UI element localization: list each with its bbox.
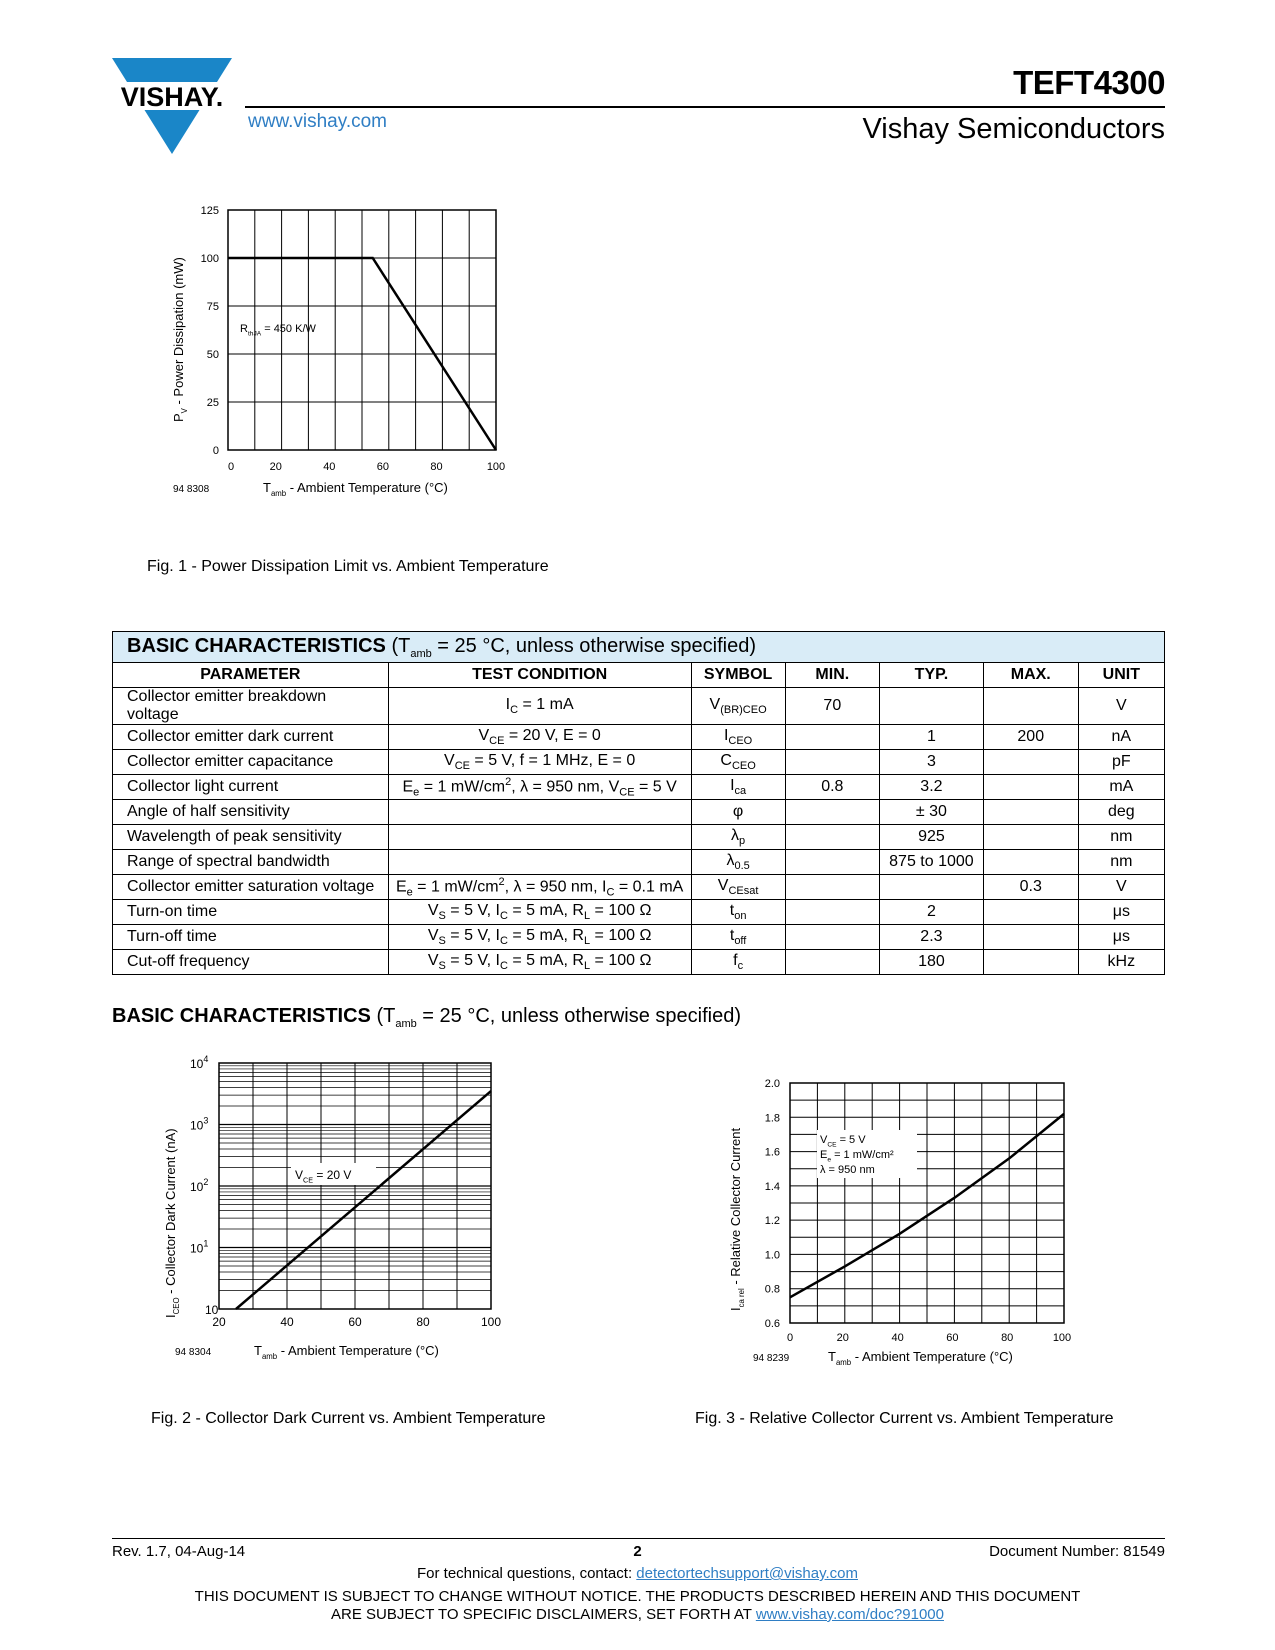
cell-unit: μs bbox=[1078, 900, 1164, 925]
x-axis-label: $T_{amb}$ - Ambient Temperature (°C) bbox=[254, 1343, 439, 1361]
cell-cond: $V_S = 5$ V, $I_C = 5$ mA, $R_L = 100$ Ω bbox=[388, 950, 691, 975]
cell-param: Collector emitter dark current bbox=[113, 725, 389, 750]
cell-max bbox=[983, 950, 1078, 975]
cell-typ: 1 bbox=[880, 725, 984, 750]
cell-unit: V bbox=[1078, 875, 1164, 900]
cell-cond: $E_e = 1$ $mW/cm^2$, λ = 950 nm, $V_{CE} = 5$ V bbox=[388, 775, 691, 800]
cell-cond: $V_{CE} = 5$ V, f = 1 MHz, E = 0 bbox=[388, 750, 691, 775]
cell-sym: $t_{off}$ bbox=[691, 925, 785, 950]
cell-typ: 875 to 1000 bbox=[880, 850, 984, 875]
cell-unit: nm bbox=[1078, 825, 1164, 850]
vce-annotation: $V_{CE} = 5$ V bbox=[820, 1134, 866, 1149]
cell-param: Collector light current bbox=[113, 775, 389, 800]
cell-sym: $V_{CEsat}$ bbox=[691, 875, 785, 900]
section2-title-pre: (T bbox=[370, 1005, 396, 1027]
cell-sym: $I_{CEO}$ bbox=[691, 725, 785, 750]
cell-param: Cut-off frequency bbox=[113, 950, 389, 975]
cell-max bbox=[983, 750, 1078, 775]
cell-cond: $V_{CE} = 20$ V, E = 0 bbox=[388, 725, 691, 750]
y-axis-label: $I_{ca rel}$ - Relative Collector Current bbox=[728, 1127, 746, 1311]
y-axis-label: $I_{CEO}$ - Collector Dark Current (nA) bbox=[163, 1128, 181, 1318]
table-title-post: = 25 °C, unless otherwise specified) bbox=[431, 634, 757, 657]
cell-typ: 180 bbox=[880, 950, 984, 975]
column-header: PARAMETER bbox=[113, 663, 389, 688]
column-header: TEST CONDITION bbox=[388, 663, 691, 688]
table-row bbox=[113, 825, 1165, 850]
cell-typ: 2.3 bbox=[880, 925, 984, 950]
cell-min bbox=[785, 825, 879, 850]
cell-cond bbox=[388, 800, 691, 825]
cell-unit: pF bbox=[1078, 750, 1164, 775]
cell-min bbox=[785, 725, 879, 750]
table-title bbox=[113, 632, 1165, 663]
cell-cond bbox=[388, 825, 691, 850]
y-tick-label: 50 bbox=[206, 349, 219, 361]
cell-param: Turn-off time bbox=[113, 925, 389, 950]
cell-typ: ± 30 bbox=[880, 800, 984, 825]
table-row bbox=[113, 688, 1165, 725]
cell-min bbox=[785, 850, 879, 875]
table-title-sub: amb bbox=[410, 647, 432, 660]
fig2-chart bbox=[155, 1054, 540, 1405]
cell-min bbox=[785, 750, 879, 775]
column-header: MIN. bbox=[785, 663, 879, 688]
cell-unit: nA bbox=[1078, 725, 1164, 750]
cell-unit: μs bbox=[1078, 925, 1164, 950]
footer-document-number: Document Number: 81549 bbox=[989, 1543, 1165, 1560]
cell-sym: $C_{CEO}$ bbox=[691, 750, 785, 775]
y-tick-label: 2.0 bbox=[764, 1078, 780, 1090]
cell-param: Collector emitter saturation voltage bbox=[113, 875, 389, 900]
cell-param: Range of spectral bandwidth bbox=[113, 850, 389, 875]
x-tick-label: 0 bbox=[228, 461, 235, 473]
y-tick-label: 0 bbox=[212, 445, 219, 457]
fig3-caption: Fig. 3 - Relative Collector Current vs. Ambient Temperature bbox=[695, 1410, 1114, 1427]
x-tick-label: 40 bbox=[280, 1315, 294, 1329]
y-tick-label: $10^1$ bbox=[190, 1238, 209, 1256]
table-row bbox=[113, 800, 1165, 825]
x-tick-label: 100 bbox=[1052, 1332, 1072, 1344]
footer-revision: Rev. 1.7, 04-Aug-14 bbox=[112, 1543, 246, 1560]
cell-max bbox=[983, 800, 1078, 825]
cell-min bbox=[785, 875, 879, 900]
cell-max: 0.3 bbox=[983, 875, 1078, 900]
cell-cond: $I_C = 1$ mA bbox=[388, 688, 691, 725]
y-tick-label: 1.8 bbox=[764, 1112, 780, 1125]
cell-unit: V bbox=[1078, 688, 1164, 725]
cell-typ bbox=[880, 875, 984, 900]
vce-annotation: $V_{CE} = 20$ V bbox=[295, 1168, 352, 1185]
ee-annotation: $E_e = 1$ mW/cm² bbox=[820, 1149, 894, 1164]
cell-min bbox=[785, 950, 879, 975]
cell-max bbox=[983, 925, 1078, 950]
y-tick-label: 1.4 bbox=[764, 1180, 780, 1193]
lambda-annotation: λ = 950 nm bbox=[820, 1164, 875, 1176]
cell-max bbox=[983, 688, 1078, 725]
footer-contact bbox=[0, 1565, 1275, 1582]
x-tick-label: 80 bbox=[1001, 1332, 1014, 1344]
cell-typ: 3 bbox=[880, 750, 984, 775]
cell-max bbox=[983, 850, 1078, 875]
x-tick-label: 80 bbox=[416, 1315, 430, 1329]
footer-rule bbox=[112, 1538, 1165, 1539]
table-row bbox=[113, 950, 1165, 975]
cell-sym: $\lambda_p$ bbox=[691, 825, 785, 850]
y-tick-label: 1.6 bbox=[764, 1146, 780, 1159]
cell-sym: $t_{on}$ bbox=[691, 900, 785, 925]
section2-title-post: = 25 °C, unless otherwise specified) bbox=[416, 1005, 742, 1027]
x-tick-label: 40 bbox=[323, 461, 336, 473]
cell-sym: $V_{(BR)CEO}$ bbox=[691, 688, 785, 725]
x-tick-label: 60 bbox=[376, 461, 390, 473]
x-tick-label: 40 bbox=[891, 1332, 904, 1344]
cell-param: Turn-on time bbox=[113, 900, 389, 925]
cell-cond: $V_S = 5$ V, $I_C = 5$ mA, $R_L = 100$ Ω bbox=[388, 925, 691, 950]
x-tick-label: 20 bbox=[212, 1315, 226, 1329]
column-header: SYMBOL bbox=[691, 663, 785, 688]
footer-disclaimer-line2 bbox=[0, 1606, 1275, 1623]
table-header-row bbox=[113, 663, 1165, 688]
cell-unit: mA bbox=[1078, 775, 1164, 800]
cell-max bbox=[983, 825, 1078, 850]
y-tick-label: 75 bbox=[206, 301, 219, 313]
table-row bbox=[113, 775, 1165, 800]
fig3-chart bbox=[720, 1065, 1100, 1390]
cell-max: 200 bbox=[983, 725, 1078, 750]
cell-cond: $V_S = 5$ V, $I_C = 5$ mA, $R_L = 100$ Ω bbox=[388, 900, 691, 925]
x-axis-label: $T_{amb}$ - Ambient Temperature (°C) bbox=[828, 1349, 1013, 1367]
cell-sym: φ bbox=[691, 800, 785, 825]
fig2-caption: Fig. 2 - Collector Dark Current vs. Ambient Temperature bbox=[151, 1410, 546, 1427]
table-row bbox=[113, 850, 1165, 875]
cell-min bbox=[785, 900, 879, 925]
figure-code: 94 8239 bbox=[753, 1353, 790, 1364]
table-title-pre: (T bbox=[385, 634, 411, 657]
cell-sym: $I_{ca}$ bbox=[691, 775, 785, 800]
cell-min: 70 bbox=[785, 688, 879, 725]
y-tick-label: 0.6 bbox=[764, 1318, 780, 1330]
cell-unit: nm bbox=[1078, 850, 1164, 875]
cell-typ: 925 bbox=[880, 825, 984, 850]
cell-sym: $f_c$ bbox=[691, 950, 785, 975]
basic-characteristics-table bbox=[112, 631, 1165, 975]
footer-page-number: 2 bbox=[633, 1543, 642, 1560]
y-tick-label: $10^3$ bbox=[190, 1115, 209, 1133]
x-tick-label: 20 bbox=[836, 1332, 849, 1344]
rthja-annotation: $R_{thJA} = 450$ K/W bbox=[240, 323, 316, 338]
footer-contact-email-link[interactable]: detectortechsupport@vishay.com bbox=[636, 1565, 858, 1582]
x-tick-label: 0 bbox=[786, 1332, 794, 1344]
table-row bbox=[113, 900, 1165, 925]
column-header: TYP. bbox=[880, 663, 984, 688]
cell-param: Wavelength of peak sensitivity bbox=[113, 825, 389, 850]
cell-typ: 3.2 bbox=[880, 775, 984, 800]
column-header: MAX. bbox=[983, 663, 1078, 688]
table-row bbox=[113, 725, 1165, 750]
figure-code: 94 8304 bbox=[175, 1347, 212, 1358]
x-tick-label: 20 bbox=[269, 461, 282, 473]
table-title-row bbox=[113, 632, 1165, 663]
y-tick-label: 125 bbox=[200, 205, 219, 217]
footer-disclaimer-prefix: ARE SUBJECT TO SPECIFIC DISCLAIMERS, SET FORTH AT bbox=[331, 1606, 756, 1623]
cell-cond: $E_e = 1$ $mW/cm^2$, λ = 950 nm, $I_C = 0.1$ mA bbox=[388, 875, 691, 900]
svg-text:VISHAY.: VISHAY. bbox=[120, 82, 224, 112]
table-row bbox=[113, 925, 1165, 950]
division-title: Vishay Semiconductors bbox=[862, 113, 1165, 145]
x-tick-label: 100 bbox=[486, 461, 506, 473]
section2-title-bold: BASIC CHARACTERISTICS bbox=[112, 1005, 371, 1027]
cell-min bbox=[785, 800, 879, 825]
x-tick-label: 60 bbox=[348, 1315, 362, 1329]
footer-disclaimer-line1: THIS DOCUMENT IS SUBJECT TO CHANGE WITHOUT NOTICE. THE PRODUCTS DESCRIBED HEREIN AND THIS DOCUMENT bbox=[194, 1588, 1081, 1605]
header-rule bbox=[245, 106, 1165, 108]
cell-unit: kHz bbox=[1078, 950, 1164, 975]
table-row bbox=[113, 750, 1165, 775]
figure-code: 94 8308 bbox=[173, 484, 210, 495]
cell-param: Angle of half sensitivity bbox=[113, 800, 389, 825]
x-tick-label: 100 bbox=[480, 1315, 502, 1329]
part-number: TEFT4300 bbox=[1013, 64, 1165, 101]
footer-contact-prefix: For technical questions, contact: bbox=[417, 1565, 637, 1582]
y-tick-label: $10^4$ bbox=[190, 1054, 209, 1071]
website-link[interactable]: www.vishay.com bbox=[248, 111, 388, 132]
y-tick-label: 1.0 bbox=[764, 1249, 780, 1262]
table-row bbox=[113, 875, 1165, 900]
section2-title bbox=[112, 1005, 741, 1030]
y-tick-label: 0.8 bbox=[764, 1283, 780, 1296]
cell-max bbox=[983, 775, 1078, 800]
vishay-logo bbox=[112, 58, 232, 161]
x-tick-label: 60 bbox=[946, 1332, 959, 1344]
cell-param: Collector emitter capacitance bbox=[113, 750, 389, 775]
cell-cond bbox=[388, 850, 691, 875]
y-tick-label: 100 bbox=[200, 253, 219, 265]
cell-min: 0.8 bbox=[785, 775, 879, 800]
x-tick-label: 80 bbox=[430, 461, 443, 473]
y-tick-label: $10^2$ bbox=[190, 1177, 209, 1194]
column-header: UNIT bbox=[1078, 663, 1164, 688]
cell-param: Collector emitter breakdown voltage bbox=[113, 688, 389, 725]
cell-sym: $\lambda_{0.5}$ bbox=[691, 850, 785, 875]
fig1-chart bbox=[165, 205, 555, 540]
y-tick-label: 1.2 bbox=[764, 1215, 780, 1228]
fig1-caption: Fig. 1 - Power Dissipation Limit vs. Ambient Temperature bbox=[147, 558, 549, 575]
table-title-bold: BASIC CHARACTERISTICS bbox=[127, 634, 386, 657]
cell-typ bbox=[880, 688, 984, 725]
y-tick-label: 10 bbox=[205, 1303, 219, 1317]
x-axis-label: $T_{amb}$ - Ambient Temperature (°C) bbox=[263, 480, 448, 498]
footer-disclaimer-link[interactable]: www.vishay.com/doc?91000 bbox=[755, 1606, 944, 1623]
y-axis-label: $P_V$ - Power Dissipation (mW) bbox=[171, 257, 189, 422]
section2-title-sub: amb bbox=[395, 1018, 417, 1030]
cell-max bbox=[983, 900, 1078, 925]
cell-typ: 2 bbox=[880, 900, 984, 925]
cell-min bbox=[785, 925, 879, 950]
y-tick-label: 25 bbox=[206, 397, 219, 409]
series-line bbox=[236, 1091, 491, 1309]
cell-unit: deg bbox=[1078, 800, 1164, 825]
